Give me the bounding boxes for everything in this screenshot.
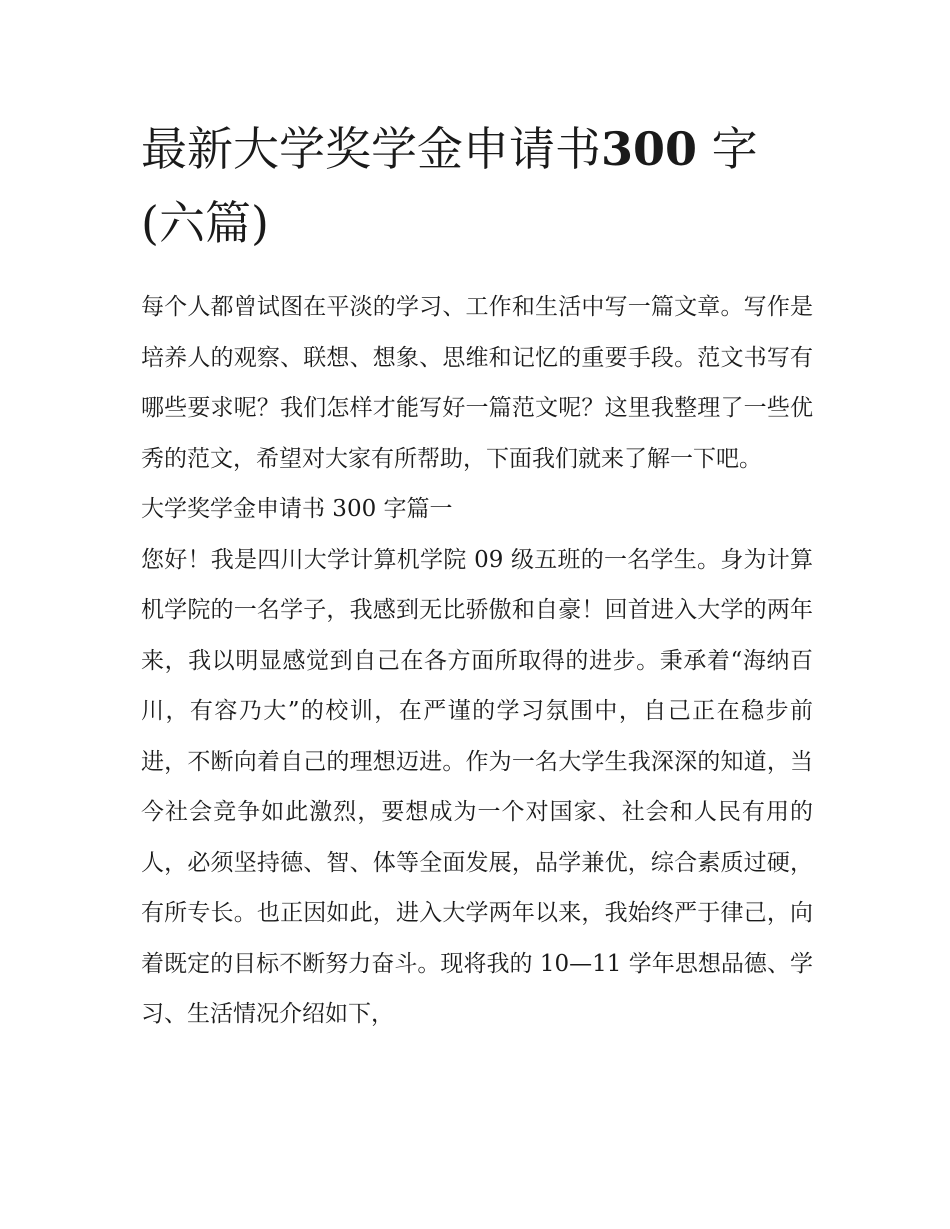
section-heading: 大学奖学金申请书 300 字篇一	[141, 496, 453, 522]
body-paragraph: 您好！我是四川大学计算机学院 09 级五班的一名学生。身为计算机学院的一名学子，我感到无比骄傲和自豪！回首进入大学的两年来，我以明显感觉到自己在各方面所取得的进步。秉承着“海纳百川，有容乃大”的校训，在严谨的学习氛围中，自己正在稳步前进，不断向着自己的理想迈进。作为一名大学生我深深的知道，当今社会竞争如此激烈，要想成为一个对国家、社会和人民有用的人，必须坚持德、智、体等全面发展，品学兼优，综合素质过硬，有所专长。也正因如此，进入大学两年以来，我始终严于律己，向着既定的目标不断努力奋斗。现将我的 10—11 学年思想品德、学习、生活情况介绍如下，	[141, 546, 813, 1027]
intro-paragraph: 每个人都曾试图在平淡的学习、工作和生活中写一篇文章。写作是培养人的观察、联想、想象、思维和记忆的重要手段。范文书写有哪些要求呢？我们怎样才能写好一篇范文呢？这里我整理了一些优秀的范文，希望对大家有所帮助，下面我们就来了解一下吧。	[141, 294, 813, 472]
document-content	[141, 112, 813, 1040]
title-text-part1: 最新大学奖学金申请书	[141, 122, 601, 176]
title-text-part2: 字(六篇)	[141, 122, 758, 250]
title-number: 300	[601, 122, 698, 176]
document-title	[141, 112, 813, 260]
